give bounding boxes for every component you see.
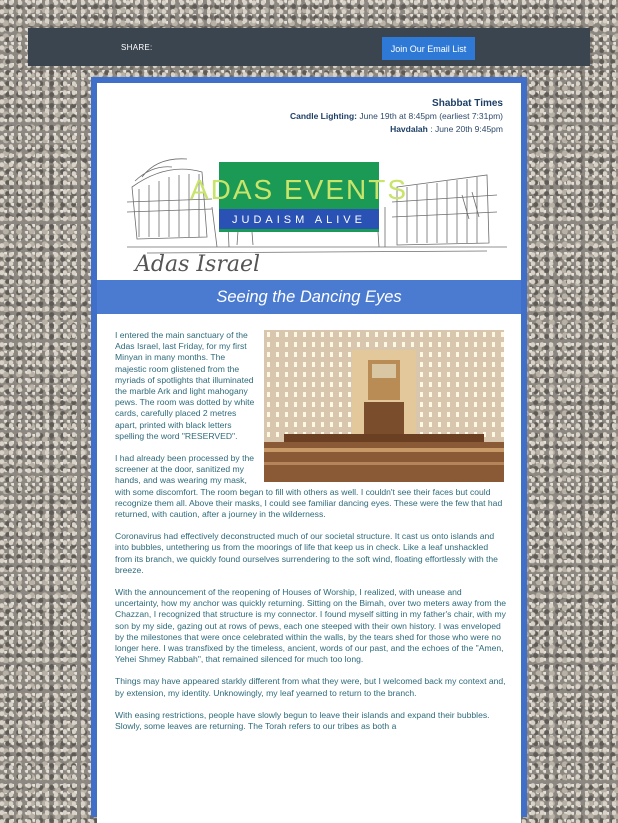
top-share-bar <box>28 28 590 66</box>
havdalah-label: Havdalah <box>390 124 428 134</box>
article-paragraph-3: Coronavirus had effectively deconstructed much of our societal structure. It cast us onto islands and into bubbles, untethering us from the moorings of life that keep us in check. Like a leaf unshackled from its branch, we quickly found ourselves surrendering to the soft wind, floating effortlessly with the breeze. <box>115 531 498 575</box>
share-label: SHARE: <box>121 43 153 52</box>
synagogue-sketch-illustration <box>127 147 507 277</box>
logo-script: Adas Israel <box>135 252 261 277</box>
candle-lighting-label: Candle Lighting: <box>289 111 357 121</box>
newsletter-content <box>97 83 521 823</box>
article-paragraph-5: Things may have appeared starkly different from what they were, but I welcomed back my context and, by extension, my identity. Unknowingly, my leaf yearned to return to the branch. <box>115 676 506 698</box>
logo-title: ADAS EVENTS <box>189 174 409 205</box>
shabbat-times <box>290 97 503 136</box>
candle-lighting-value: June 19th at 8:45pm (earliest 7:31pm) <box>357 111 503 121</box>
havdalah-value: : June 20th 9:45pm <box>427 124 503 134</box>
join-email-list-button[interactable]: Join Our Email List <box>382 37 475 60</box>
article-title: Seeing the Dancing Eyes <box>97 280 521 314</box>
logo-subtitle: JUDAISM ALIVE <box>232 214 366 226</box>
newsletter-card <box>91 77 527 817</box>
adas-events-logo <box>127 147 507 277</box>
article-paragraph-4: With the announcement of the reopening of Houses of Worship, I realized, with unease and uncertainty, how my anchor was quickly returning. Sitting on the Bimah, over two meters away from the Chazzan, I recognized that structure is my connector. I found myself sitting in my father's chair, with my son by my side, gazing out at rows of pews, each one steeped with their own history. I was enveloped by the milestones that were once celebrated within the walls, by the tears shed for those who were no longer here. I was transfixed by the timeless, ancient, words of our past, and the echoes of the "Amen, Yehei Shmey Rabbah", that remained silenced for much too long. <box>115 587 507 665</box>
article-body <box>115 330 507 743</box>
article-paragraph-1: I entered the main sanctuary of the Adas Israel, last Friday, for my first Minyan in many months. The majestic room glistened from the myriads of spotlights that illuminated the marble Ark and light mahogany pews. The room was dotted by white cards, carefully placed 2 metres apart, printed with black letters spelling the word "RESERVED". <box>115 330 255 441</box>
sanctuary-image <box>264 330 504 482</box>
sanctuary-photo <box>264 330 507 482</box>
article-paragraph-2: I had already been processed by the screener at the door, sanitized my hands, and was wearing my mask, with some discomfort. The room began to fill with others as well. I couldn't see their faces but could recognize them all. Above their masks, I could see familiar dancing eyes. These were the few that had returned, with caution, after a journey in the wilderness. <box>115 453 503 520</box>
havdalah-line <box>290 123 503 136</box>
candle-lighting-line <box>290 110 503 123</box>
shabbat-times-heading: Shabbat Times <box>432 98 503 109</box>
article-paragraph-6: With easing restrictions, people have slowly begun to leave their islands and expand their bubbles. Slowly, some leaves are returning. The Torah refers to our tribes as both a <box>115 709 490 732</box>
